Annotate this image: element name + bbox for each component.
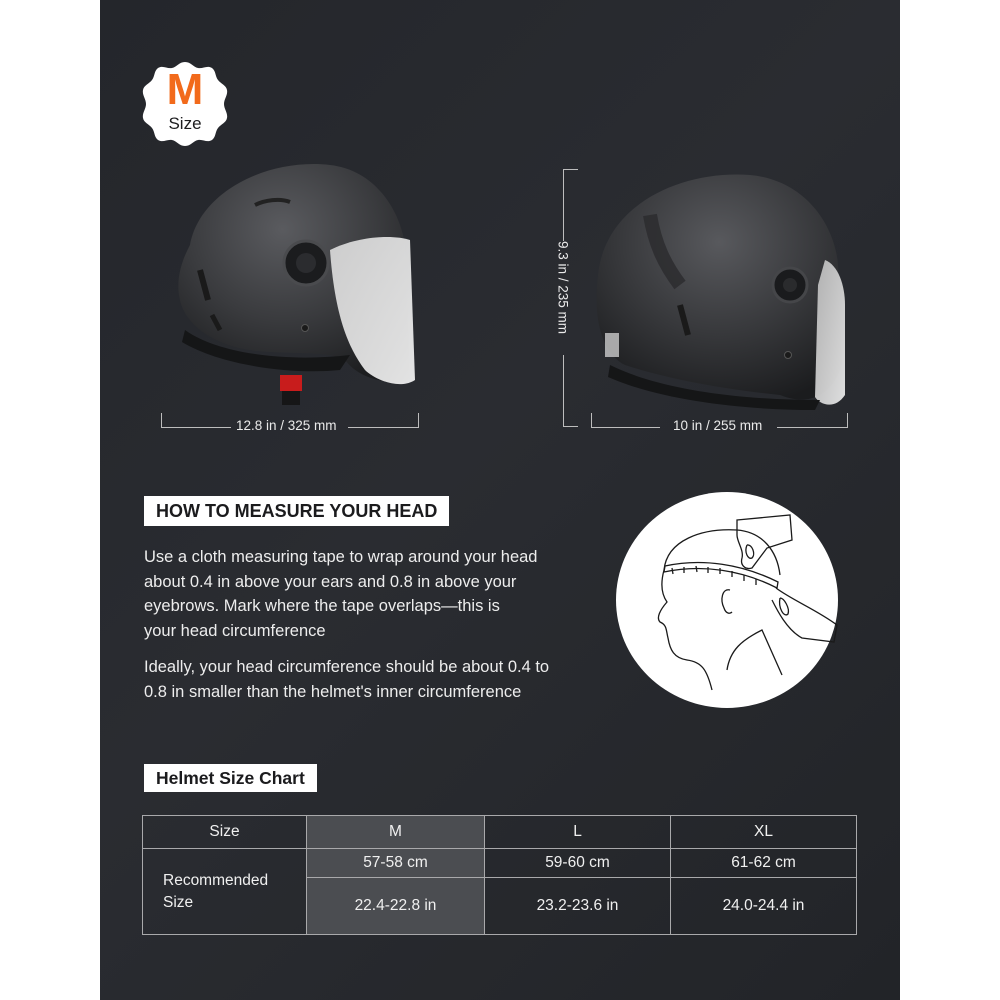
fit-note-line: 0.8 in smaller than the helmet's inner circumference — [144, 682, 522, 701]
width-dimension-left-tick — [161, 413, 162, 428]
size-chart-heading: Helmet Size Chart — [144, 764, 317, 792]
width-dimension-right-line — [348, 427, 418, 428]
measure-heading: HOW TO MEASURE YOUR HEAD — [144, 496, 449, 526]
size-column-l: L — [485, 816, 671, 849]
recommended-size-label-line: Size — [163, 893, 194, 911]
size-badge — [141, 60, 229, 148]
product-info-panel — [100, 0, 900, 1000]
helmet-side-view-image — [160, 150, 430, 410]
height-dimension-top-line — [563, 169, 564, 241]
height-dimension-bottom-tick — [563, 426, 578, 427]
helmet-size-table — [142, 815, 857, 935]
size-m-cm: 57-58 cm — [307, 849, 485, 878]
size-xl-in: 24.0-24.4 in — [671, 878, 857, 935]
helmet-depth-label: 10 in / 255 mm — [673, 418, 763, 433]
badge-size-letter: M — [166, 65, 204, 114]
measure-instruction-line: your head circumference — [144, 621, 326, 640]
width-dimension-left-line — [161, 427, 231, 428]
helmet-rear-view-image — [580, 165, 860, 410]
measure-instruction-line: eyebrows. Mark where the tape overlaps—this is — [144, 597, 500, 615]
helmet-height-label: 9.3 in / 235 mm — [555, 240, 571, 335]
depth-dimension-left-line — [591, 427, 660, 428]
size-xl-cm: 61-62 cm — [671, 849, 857, 878]
measure-fit-note — [144, 655, 604, 704]
depth-dimension-left-tick — [591, 413, 592, 428]
helmet-width-label: 12.8 in / 325 mm — [236, 418, 337, 433]
height-dimension-top-tick — [563, 169, 578, 170]
recommended-size-label-line: Recommended — [163, 871, 269, 889]
width-dimension-right-tick — [418, 413, 419, 428]
size-l-cm: 59-60 cm — [485, 849, 671, 878]
depth-dimension-right-tick — [847, 413, 848, 428]
size-l-in: 23.2-23.6 in — [485, 878, 671, 935]
size-m-in: 22.4-22.8 in — [307, 878, 485, 935]
size-header-label: Size — [143, 816, 307, 849]
depth-dimension-right-line — [777, 427, 847, 428]
recommended-size-label — [143, 849, 307, 935]
head-measuring-illustration — [612, 490, 842, 710]
size-column-xl: XL — [671, 816, 857, 849]
measure-instructions — [144, 545, 584, 643]
size-column-m: M — [307, 816, 485, 849]
height-dimension-bottom-line — [563, 355, 564, 427]
size-table-header-row — [143, 816, 857, 849]
measure-instruction-line: about 0.4 in above your ears and 0.8 in above your — [144, 572, 517, 591]
badge-size-label: Size — [168, 114, 202, 133]
fit-note-line: Ideally, your head circumference should be about 0.4 to — [144, 658, 550, 676]
size-table-cm-row — [143, 849, 857, 878]
measure-instruction-line: Use a cloth measuring tape to wrap around your head — [144, 548, 538, 566]
